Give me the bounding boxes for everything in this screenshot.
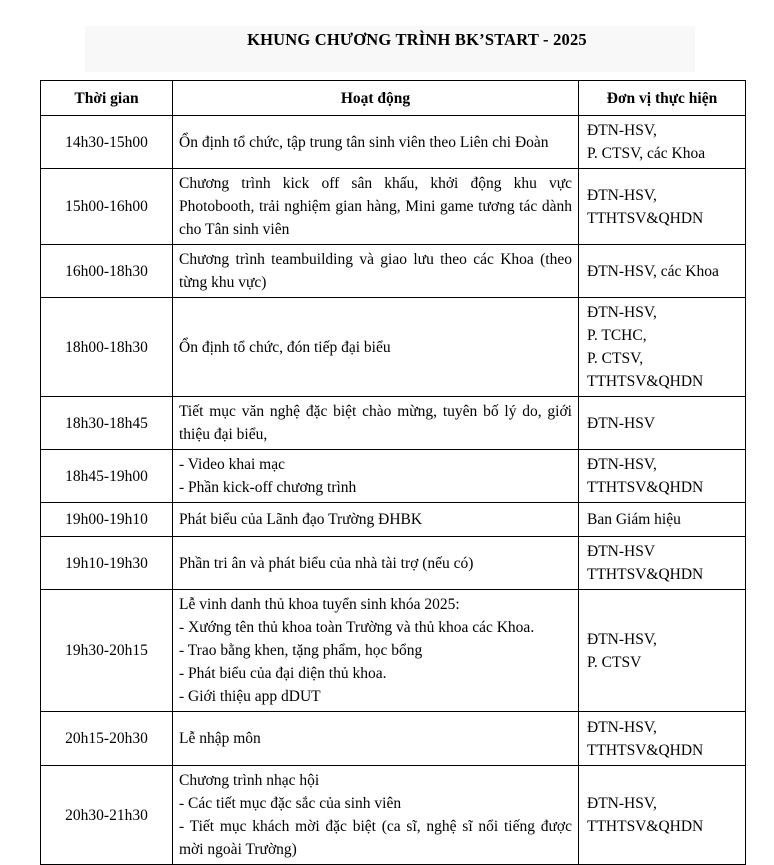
schedule-table: [40, 80, 746, 865]
table-row: [41, 298, 746, 397]
table-header-row: [41, 81, 746, 116]
table-row: [41, 169, 746, 245]
time-cell: 16h00-18h30: [41, 245, 173, 298]
unit-cell: ĐTN-HSV, các Khoa: [579, 245, 746, 298]
header-time: Thời gian: [41, 81, 173, 116]
table-row: [41, 590, 746, 712]
activity-cell: - Video khai mạc - Phần kick-off chương trình: [173, 450, 579, 503]
activity-cell: Chương trình nhạc hội - Các tiết mục đặc sắc của sinh viên - Tiết mục khách mời đặc biệt (ca sĩ, nghệ sĩ nổi tiếng được mời ngoài Trường): [173, 766, 579, 865]
table-row: [41, 397, 746, 450]
time-cell: 20h30-21h30: [41, 766, 173, 865]
table-row: [41, 116, 746, 169]
unit-cell: ĐTN-HSV, TTHTSV&QHDN: [579, 712, 746, 766]
activity-cell: Phát biểu của Lãnh đạo Trường ĐHBK: [173, 503, 579, 537]
activity-cell: Phần tri ân và phát biểu của nhà tài trợ (nếu có): [173, 537, 579, 590]
unit-cell: ĐTN-HSV: [579, 397, 746, 450]
activity-cell: Lễ vinh danh thủ khoa tuyển sinh khóa 2025: - Xướng tên thủ khoa toàn Trường và thủ khoa các Khoa. - Trao bằng khen, tặng phẩm, học bổng - Phát biểu của đại diện thủ khoa. - Giới thiệu app dDUT: [173, 590, 579, 712]
table-row: [41, 503, 746, 537]
activity-cell: Ổn định tổ chức, đón tiếp đại biểu: [173, 298, 579, 397]
unit-cell: ĐTN-HSV, P. CTSV, các Khoa: [579, 116, 746, 169]
time-cell: 15h00-16h00: [41, 169, 173, 245]
activity-cell: Lễ nhập môn: [173, 712, 579, 766]
header-unit: Đơn vị thực hiện: [579, 81, 746, 116]
time-cell: 18h00-18h30: [41, 298, 173, 397]
time-cell: 19h10-19h30: [41, 537, 173, 590]
table-row: [41, 766, 746, 865]
time-cell: 20h15-20h30: [41, 712, 173, 766]
page-title: KHUNG CHƯƠNG TRÌNH BK’START - 2025: [247, 30, 587, 49]
unit-cell: ĐTN-HSV, TTHTSV&QHDN: [579, 450, 746, 503]
time-cell: 18h45-19h00: [41, 450, 173, 503]
time-cell: 18h30-18h45: [41, 397, 173, 450]
table-row: [41, 245, 746, 298]
time-cell: 14h30-15h00: [41, 116, 173, 169]
time-cell: 19h00-19h10: [41, 503, 173, 537]
unit-cell: Ban Giám hiệu: [579, 503, 746, 537]
header-activity: Hoạt động: [173, 81, 579, 116]
unit-cell: ĐTN-HSV, P. TCHC, P. CTSV, TTHTSV&QHDN: [579, 298, 746, 397]
activity-cell: Tiết mục văn nghệ đặc biệt chào mừng, tuyên bố lý do, giới thiệu đại biểu,: [173, 397, 579, 450]
unit-cell: ĐTN-HSV, P. CTSV: [579, 590, 746, 712]
unit-cell: ĐTN-HSV, TTHTSV&QHDN: [579, 169, 746, 245]
activity-cell: Ổn định tổ chức, tập trung tân sinh viên theo Liên chi Đoàn: [173, 116, 579, 169]
table-row: [41, 450, 746, 503]
time-cell: 19h30-20h15: [41, 590, 173, 712]
activity-cell: Chương trình teambuilding và giao lưu theo các Khoa (theo từng khu vực): [173, 245, 579, 298]
table-row: [41, 537, 746, 590]
unit-cell: ĐTN-HSV TTHTSV&QHDN: [579, 537, 746, 590]
table-row: [41, 712, 746, 766]
activity-cell: Chương trình kick off sân khấu, khởi động khu vực Photobooth, trải nghiệm gian hàng, Mini game tương tác dành cho Tân sinh viên: [173, 169, 579, 245]
unit-cell: ĐTN-HSV, TTHTSV&QHDN: [579, 766, 746, 865]
